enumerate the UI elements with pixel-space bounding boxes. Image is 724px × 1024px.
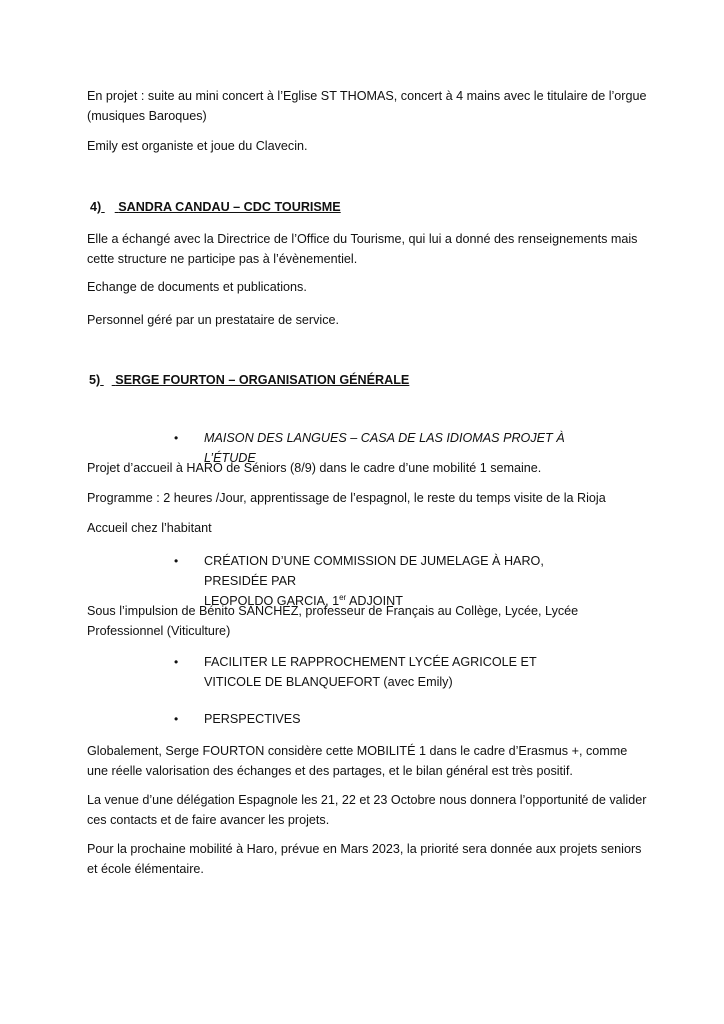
- section-5-paragraph-6: La venue d’une délégation Espagnole les 21, 22 et 23 Octobre nous donnera l’opportunité de valider ces contacts et de faire avancer les projets.: [87, 793, 647, 827]
- section-4-number: 4): [90, 200, 102, 214]
- superscript-er: er: [339, 592, 347, 602]
- intro-paragraph-2: Emily est organiste et joue du Clavecin.: [87, 139, 308, 153]
- bullet-rapprochement-lycee-text: FACILITER LE RAPPROCHEMENT LYCÉE AGRICOLE ET VITICOLE DE BLANQUEFORT (avec Emily): [204, 655, 537, 689]
- section-5-heading: [89, 370, 409, 390]
- bullet-icon: •: [174, 655, 179, 669]
- section-5-title: SERGE FOURTON – ORGANISATION GÉNÉRALE: [115, 373, 410, 387]
- bullet-icon: •: [174, 712, 179, 726]
- section-5-paragraph-2: Programme : 2 heures /Jour, apprentissage de l’espagnol, le reste du temps visite de la Rioja: [87, 491, 606, 505]
- section-4-paragraph-3: Personnel géré par un prestataire de service.: [87, 313, 340, 327]
- bullet-commission-line-2-end: ADJOINT: [346, 594, 403, 608]
- intro-paragraph-1: En projet : suite au mini concert à l’Eglise ST THOMAS, concert à 4 mains avec le titulaire de l’orgue (musiques Baroques): [87, 89, 647, 123]
- bullet-maison-des-langues-text: MAISON DES LANGUES – CASA DE LAS IDIOMAS PROJET À L’ÉTUDE: [204, 431, 565, 465]
- section-4-heading: [90, 197, 341, 217]
- section-5-paragraph-5: Globalement, Serge FOURTON considère cette MOBILITÉ 1 dans le cadre d’Erasmus +, comme une réelle valorisation des échanges et des partages, et le bilan général est très positif.: [87, 744, 628, 778]
- section-5-paragraph-3: Accueil chez l’habitant: [87, 521, 212, 535]
- section-5-number: 5): [89, 373, 101, 387]
- bullet-icon: •: [174, 554, 179, 568]
- section-5-paragraph-1: Projet d’accueil à HARO de Séniors (8/9) dans le cadre d’une mobilité 1 semaine.: [87, 461, 542, 475]
- section-4-paragraph-1: Elle a échangé avec la Directrice de l’Office du Tourisme, qui lui a donné des renseignements mais cette structure ne participe pas à l’évènementiel.: [87, 232, 638, 266]
- section-4-title: SANDRA CANDAU – CDC TOURISME: [118, 200, 341, 214]
- section-4-paragraph-2: Echange de documents et publications.: [87, 280, 307, 294]
- bullet-perspectives-text: PERSPECTIVES: [204, 712, 301, 726]
- bullet-commission-line-1: CRÉATION D’UNE COMMISSION DE JUMELAGE À HARO, PRESIDÉE PAR: [204, 554, 544, 588]
- bullet-icon: •: [174, 431, 179, 445]
- section-5-paragraph-4: Sous l’impulsion de Bénito SANCHEZ, professeur de Français au Collège, Lycée, Lycée Professionnel (Viticulture): [87, 604, 579, 638]
- bullet-commission-line-2: LEOPOLDO GARCIA, 1: [204, 594, 340, 608]
- section-5-paragraph-7: Pour la prochaine mobilité à Haro, prévue en Mars 2023, la priorité sera donnée aux projets seniors et école élémentaire.: [87, 842, 642, 876]
